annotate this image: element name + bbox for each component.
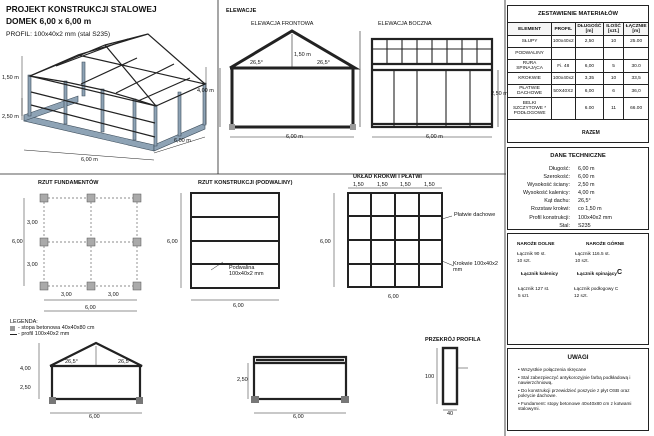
table-row: SŁUPY 100x40x2 2,50 10 25.00: [508, 36, 649, 48]
rafter-spacing-150: 1,50: [400, 182, 411, 188]
technical-label: Stal:: [559, 222, 570, 229]
technical-label: Kąt dachu:: [544, 198, 570, 205]
lower-front-width: 6,00: [89, 414, 100, 420]
upper-corner-a: Łącznik 116.5 st.: [575, 251, 610, 256]
elevations-heading: ELEWACJE: [226, 8, 257, 14]
rafter-spacing-150: 1,50: [424, 182, 435, 188]
side-elevation-heading: ELEWACJA BOCZNA: [378, 21, 432, 27]
joint-letter: C: [617, 269, 623, 276]
foundation-dim-300: 3,00: [61, 292, 72, 298]
note-item: • Fundament: stopy betonowe 40x40x80 cm z kotwami stalowymi.: [518, 401, 632, 411]
platwie-label: Płatwie dachowe: [454, 212, 496, 218]
lower-front-angle-right: 26,5°: [118, 359, 131, 365]
rafters-heading: UKŁAD KROKWI I PŁATWI: [353, 174, 422, 180]
lower-corner-a: Łącznik 90 st.: [517, 251, 546, 256]
technical-value: 6,00 m: [578, 166, 595, 172]
front-angle-right: 26,5°: [317, 60, 330, 66]
ridge-b: 5 szt.: [518, 293, 530, 298]
construction-dim-600: 6,00: [233, 303, 244, 309]
project-profile: PROFIL: 100x40x2 mm (stal S235): [6, 31, 111, 38]
note-item: • Do konstrukcji przewidzieć poszycie z płyt OSB oraz pokrycie dachowe.: [518, 388, 630, 398]
lower-front-height-250: 2,50: [20, 385, 31, 391]
table-row: BELKI SZCZYTOWE * PODŁOGOWE 6.00 11 66.00: [508, 98, 649, 120]
materials-header-element: ELEMENT: [508, 23, 552, 36]
notes-title: UWAGI: [567, 354, 589, 361]
technical-value: 26,5°: [578, 198, 591, 205]
perspective-width-600: 6,00 m: [174, 138, 191, 144]
front-elevation-heading: ELEWACJA FRONTOWA: [251, 21, 314, 27]
upper-corner-b: 10 szt.: [575, 258, 589, 263]
side-length-600: 6,00 m: [426, 134, 443, 140]
note-item: • Wszystkie połączenia skręcane: [518, 367, 587, 372]
materials-header-total: ŁĄCZNIE [m]: [623, 23, 648, 36]
technical-value: 100x40x2 mm: [578, 214, 612, 221]
technical-label: Wysokość kalenicy:: [523, 190, 570, 197]
lower-front-angle-left: 26,5°: [65, 359, 78, 365]
technical-label: Szerokość:: [543, 174, 570, 181]
construction-heading: RZUT KONSTRUKCJI (PODWALINY): [198, 180, 293, 186]
table-row: PŁATWIE DACHOWE 50X40X2 6,00 6 36,0: [508, 85, 649, 98]
rafter-dim-600: 6,00: [388, 294, 399, 300]
lower-corner-b: 10 szt.: [517, 258, 531, 263]
perspective-length-600: 6,00 m: [81, 157, 98, 163]
technical-label: Profil konstrukcji:: [529, 214, 570, 221]
construction-dim-600: 6,00: [167, 239, 178, 245]
legend-footing: - stopa betonowa 40x40x80 cm: [18, 325, 95, 331]
lower-corner-title: NAROŻE DOLNE: [517, 241, 555, 246]
foundation-dim-300: 3,00: [27, 220, 38, 226]
materials-total: RAZEM: [582, 130, 600, 136]
legend-profile: - profil 100x40x2 mm: [18, 331, 70, 337]
perspective-height-250: 2,50 m: [2, 114, 19, 120]
foundation-dim-600: 6,00: [12, 239, 23, 245]
perspective-height-400: 4,00 m: [197, 88, 214, 94]
section-heading: PRZEKRÓJ PROFILA: [425, 337, 481, 343]
table-row: KROKWIE 100x40x2 3,35 10 33,5: [508, 73, 649, 85]
joint-title: Łącznik spinający: [577, 271, 617, 276]
upper-corner-title: NAROŻE GÓRNE: [586, 241, 625, 246]
foundation-dim-300: 3,00: [27, 262, 38, 268]
project-title: PROJEKT KONSTRUKCJI STALOWEJ: [6, 4, 157, 14]
technical-label: Rozstaw krokwi:: [531, 206, 570, 213]
front-angle-left: 26,5°: [250, 60, 263, 66]
lower-side-height: 2,50: [237, 377, 248, 383]
section-height: 100: [425, 374, 435, 380]
technical-value: 6,00 m: [578, 174, 595, 181]
krokwie-label: Krokwie 100x40x2 mm: [453, 261, 498, 274]
lower-side-width: 6,00: [293, 414, 304, 420]
perspective-height-150: 1,50 m: [2, 75, 19, 81]
front-height-150: 1,50 m: [294, 52, 311, 58]
rafter-spacing-150: 1,50: [353, 182, 364, 188]
technical-title: DANE TECHNICZNE: [550, 153, 606, 159]
materials-header-qty: ILOŚĆ [szt.]: [604, 23, 624, 36]
rafter-dim-600: 6,00: [320, 239, 331, 245]
note-item: • Stal zabezpieczyć antykorozyjnie farbą podkładową i nawierzchniową.: [518, 375, 631, 385]
rafter-spacing-150: 1,50: [377, 182, 388, 188]
foundations-heading: RZUT FUNDAMENTÓW: [38, 180, 99, 186]
materials-title: ZESTAWIENIE MATERIAŁÓW: [538, 11, 618, 17]
table-row: PODWALINY: [508, 48, 649, 60]
table-row: RURA SPINAJĄCA Fi. 48 6,00 5 30.0: [508, 60, 649, 73]
technical-label: Długość:: [549, 166, 570, 172]
ridge-a: Łącznik 127 st.: [518, 286, 550, 291]
materials-header-length: DŁUGOŚĆ [m]: [575, 23, 604, 36]
technical-value: 4,00 m: [578, 190, 595, 197]
front-width-600: 6,00 m: [286, 134, 303, 140]
project-subtitle: DOMEK 6,00 x 6,00 m: [6, 16, 92, 26]
ridge-title: Łącznik kalenicy: [521, 271, 558, 276]
technical-value: co 1,50 m: [578, 206, 602, 213]
materials-header-profile: PROFIL: [551, 23, 575, 36]
technical-value: S235: [578, 222, 591, 229]
side-height-250: 2,50 m: [491, 91, 508, 97]
lower-front-height-400: 4,00: [20, 366, 31, 372]
joint-a: Łącznik podłogowy C: [574, 286, 619, 291]
section-width: 40: [447, 411, 454, 417]
podwalina-label: Podwalina 100x40x2 mm: [229, 265, 264, 278]
technical-label: Wysokość ściany:: [527, 182, 570, 189]
foundation-dim-300: 3,00: [108, 292, 119, 298]
technical-value: 2,50 m: [578, 182, 595, 189]
legend-heading: LEGENDA:: [10, 319, 38, 325]
foundation-dim-600: 6,00: [85, 305, 96, 311]
joint-b: 12 szt.: [574, 293, 588, 298]
